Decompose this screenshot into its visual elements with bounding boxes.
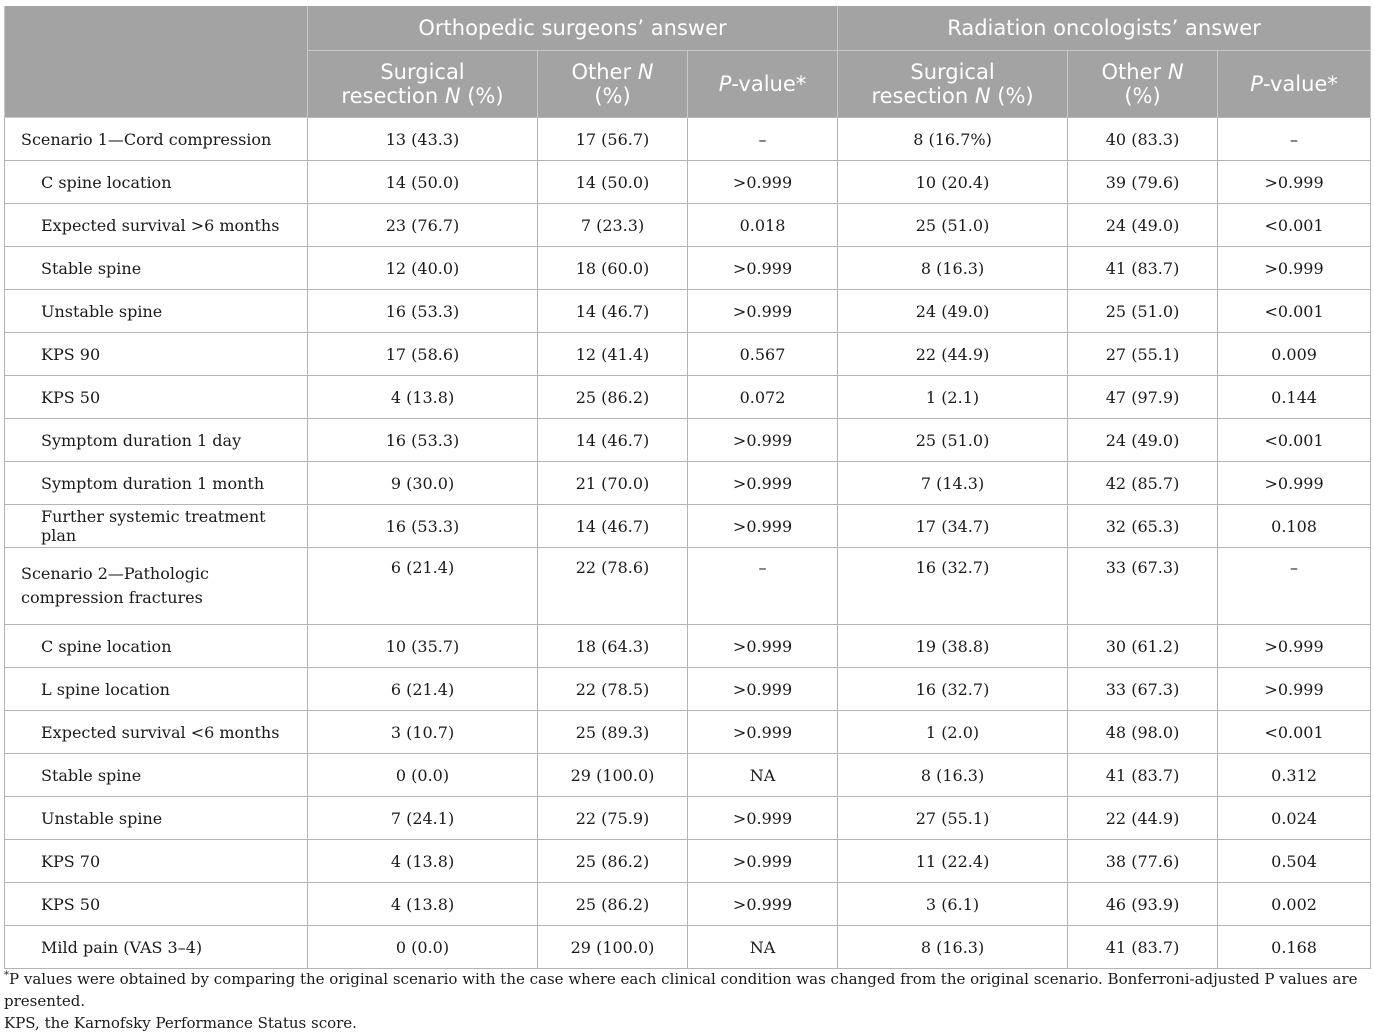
cell-pvalue-radiation: 0.168: [1218, 926, 1371, 969]
table-row: [5, 668, 1371, 711]
results-table: [4, 6, 1371, 969]
cell-surgical-radiation: 27 (55.1): [838, 797, 1068, 840]
table-row: [5, 548, 1371, 625]
cell-surgical-orthopedic: 16 (53.3): [308, 505, 538, 548]
results-table-container: [4, 6, 1370, 969]
cell-other-orthopedic: 14 (50.0): [538, 161, 688, 204]
row-label: KPS 90: [5, 333, 308, 376]
col-header-other-2: Other N (%): [1068, 51, 1218, 118]
table-row: [5, 290, 1371, 333]
row-label: Unstable spine: [5, 797, 308, 840]
row-label: Symptom duration 1 month: [5, 462, 308, 505]
cell-pvalue-orthopedic: >0.999: [688, 505, 838, 548]
cell-other-orthopedic: 14 (46.7): [538, 419, 688, 462]
cell-pvalue-orthopedic: 0.567: [688, 333, 838, 376]
row-label: KPS 70: [5, 840, 308, 883]
table-row: [5, 333, 1371, 376]
cell-other-orthopedic: 14 (46.7): [538, 505, 688, 548]
header-blank-cell: [5, 6, 308, 118]
cell-other-orthopedic: 29 (100.0): [538, 926, 688, 969]
cell-pvalue-radiation: 0.024: [1218, 797, 1371, 840]
cell-pvalue-radiation: >0.999: [1218, 462, 1371, 505]
cell-other-radiation: 38 (77.6): [1068, 840, 1218, 883]
footnote-line-1: *P values were obtained by comparing the original scenario with the case where each clinical condition was changed from the original scenario. Bonferroni-adjusted P values are presented.: [4, 970, 1358, 1010]
table-body: [5, 118, 1371, 969]
row-label: Scenario 1—Cord compression: [5, 118, 308, 161]
cell-other-orthopedic: 22 (75.9): [538, 797, 688, 840]
table-row: [5, 376, 1371, 419]
cell-other-orthopedic: 22 (78.6): [538, 548, 688, 625]
cell-other-radiation: 41 (83.7): [1068, 247, 1218, 290]
cell-surgical-orthopedic: 6 (21.4): [308, 668, 538, 711]
cell-surgical-radiation: 8 (16.7%): [838, 118, 1068, 161]
cell-other-radiation: 46 (93.9): [1068, 883, 1218, 926]
cell-surgical-radiation: 7 (14.3): [838, 462, 1068, 505]
cell-other-radiation: 24 (49.0): [1068, 204, 1218, 247]
cell-other-orthopedic: 18 (60.0): [538, 247, 688, 290]
cell-pvalue-orthopedic: 0.072: [688, 376, 838, 419]
cell-surgical-orthopedic: 6 (21.4): [308, 548, 538, 625]
cell-pvalue-radiation: <0.001: [1218, 419, 1371, 462]
cell-surgical-radiation: 24 (49.0): [838, 290, 1068, 333]
table-row: [5, 247, 1371, 290]
cell-surgical-radiation: 10 (20.4): [838, 161, 1068, 204]
cell-pvalue-orthopedic: >0.999: [688, 290, 838, 333]
cell-surgical-radiation: 16 (32.7): [838, 668, 1068, 711]
cell-surgical-orthopedic: 0 (0.0): [308, 754, 538, 797]
table-row: [5, 840, 1371, 883]
cell-surgical-orthopedic: 7 (24.1): [308, 797, 538, 840]
cell-surgical-orthopedic: 13 (43.3): [308, 118, 538, 161]
group-header-radiation: Radiation oncologists’ answer: [838, 6, 1371, 51]
cell-pvalue-radiation: 0.504: [1218, 840, 1371, 883]
cell-other-radiation: 41 (83.7): [1068, 926, 1218, 969]
cell-other-radiation: 33 (67.3): [1068, 548, 1218, 625]
cell-pvalue-radiation: –: [1218, 118, 1371, 161]
cell-other-radiation: 40 (83.3): [1068, 118, 1218, 161]
row-label: Mild pain (VAS 3–4): [5, 926, 308, 969]
cell-pvalue-radiation: >0.999: [1218, 161, 1371, 204]
cell-other-radiation: 22 (44.9): [1068, 797, 1218, 840]
cell-pvalue-orthopedic: –: [688, 548, 838, 625]
cell-pvalue-radiation: 0.108: [1218, 505, 1371, 548]
table-header: [5, 6, 1371, 118]
cell-pvalue-orthopedic: NA: [688, 754, 838, 797]
cell-surgical-radiation: 8 (16.3): [838, 926, 1068, 969]
cell-pvalue-orthopedic: –: [688, 118, 838, 161]
col-header-other-1: Other N (%): [538, 51, 688, 118]
table-row: [5, 797, 1371, 840]
cell-surgical-orthopedic: 9 (30.0): [308, 462, 538, 505]
cell-pvalue-orthopedic: >0.999: [688, 419, 838, 462]
table-row: [5, 754, 1371, 797]
cell-surgical-orthopedic: 3 (10.7): [308, 711, 538, 754]
cell-surgical-orthopedic: 0 (0.0): [308, 926, 538, 969]
row-label: KPS 50: [5, 376, 308, 419]
table-row: [5, 926, 1371, 969]
table-row: [5, 462, 1371, 505]
cell-other-radiation: 30 (61.2): [1068, 625, 1218, 668]
cell-pvalue-radiation: >0.999: [1218, 625, 1371, 668]
cell-pvalue-orthopedic: >0.999: [688, 883, 838, 926]
cell-pvalue-radiation: <0.001: [1218, 290, 1371, 333]
cell-pvalue-orthopedic: >0.999: [688, 711, 838, 754]
cell-pvalue-radiation: 0.144: [1218, 376, 1371, 419]
cell-surgical-radiation: 8 (16.3): [838, 754, 1068, 797]
cell-pvalue-orthopedic: >0.999: [688, 625, 838, 668]
cell-pvalue-radiation: 0.009: [1218, 333, 1371, 376]
col-header-pvalue-1: P-value*: [688, 51, 838, 118]
cell-other-orthopedic: 17 (56.7): [538, 118, 688, 161]
table-row: [5, 505, 1371, 548]
cell-other-radiation: 25 (51.0): [1068, 290, 1218, 333]
cell-pvalue-orthopedic: >0.999: [688, 462, 838, 505]
cell-surgical-radiation: 11 (22.4): [838, 840, 1068, 883]
cell-surgical-orthopedic: 4 (13.8): [308, 883, 538, 926]
cell-other-orthopedic: 14 (46.7): [538, 290, 688, 333]
cell-pvalue-radiation: >0.999: [1218, 247, 1371, 290]
row-label: Expected survival <6 months: [5, 711, 308, 754]
cell-pvalue-orthopedic: >0.999: [688, 247, 838, 290]
cell-pvalue-radiation: <0.001: [1218, 711, 1371, 754]
cell-other-orthopedic: 21 (70.0): [538, 462, 688, 505]
row-label: C spine location: [5, 625, 308, 668]
cell-surgical-radiation: 3 (6.1): [838, 883, 1068, 926]
cell-surgical-radiation: 19 (38.8): [838, 625, 1068, 668]
cell-pvalue-orthopedic: >0.999: [688, 840, 838, 883]
table-row: [5, 625, 1371, 668]
row-label: L spine location: [5, 668, 308, 711]
cell-other-orthopedic: 29 (100.0): [538, 754, 688, 797]
col-header-surgical-resection-1: Surgical resection N (%): [308, 51, 538, 118]
cell-surgical-orthopedic: 12 (40.0): [308, 247, 538, 290]
cell-other-radiation: 24 (49.0): [1068, 419, 1218, 462]
table-row: [5, 883, 1371, 926]
cell-pvalue-orthopedic: NA: [688, 926, 838, 969]
cell-surgical-radiation: 16 (32.7): [838, 548, 1068, 625]
col-header-surgical-resection-2: Surgical resection N (%): [838, 51, 1068, 118]
cell-other-orthopedic: 25 (86.2): [538, 840, 688, 883]
cell-surgical-orthopedic: 23 (76.7): [308, 204, 538, 247]
cell-pvalue-radiation: 0.002: [1218, 883, 1371, 926]
cell-other-radiation: 39 (79.6): [1068, 161, 1218, 204]
cell-pvalue-orthopedic: 0.018: [688, 204, 838, 247]
cell-pvalue-radiation: 0.312: [1218, 754, 1371, 797]
cell-surgical-orthopedic: 4 (13.8): [308, 376, 538, 419]
cell-other-orthopedic: 25 (86.2): [538, 883, 688, 926]
row-label: Stable spine: [5, 247, 308, 290]
col-header-pvalue-2: P-value*: [1218, 51, 1371, 118]
row-label: Further systemic treatment plan: [5, 505, 308, 548]
cell-pvalue-orthopedic: >0.999: [688, 797, 838, 840]
row-label: C spine location: [5, 161, 308, 204]
cell-pvalue-radiation: >0.999: [1218, 668, 1371, 711]
cell-other-orthopedic: 22 (78.5): [538, 668, 688, 711]
footnote-line-2: KPS, the Karnofsky Performance Status score.: [4, 1014, 357, 1032]
cell-pvalue-radiation: <0.001: [1218, 204, 1371, 247]
cell-other-radiation: 41 (83.7): [1068, 754, 1218, 797]
table-row: [5, 711, 1371, 754]
cell-pvalue-orthopedic: >0.999: [688, 668, 838, 711]
table-footnote: [4, 965, 1370, 1034]
cell-surgical-orthopedic: 16 (53.3): [308, 419, 538, 462]
table-row: [5, 204, 1371, 247]
row-label: Scenario 2—Pathologic compression fractures: [5, 548, 308, 625]
cell-other-orthopedic: 7 (23.3): [538, 204, 688, 247]
cell-surgical-orthopedic: 4 (13.8): [308, 840, 538, 883]
group-header-orthopedic: Orthopedic surgeons’ answer: [308, 6, 838, 51]
cell-other-orthopedic: 12 (41.4): [538, 333, 688, 376]
cell-pvalue-orthopedic: >0.999: [688, 161, 838, 204]
cell-other-radiation: 32 (65.3): [1068, 505, 1218, 548]
row-label: Stable spine: [5, 754, 308, 797]
row-label: KPS 50: [5, 883, 308, 926]
cell-other-radiation: 47 (97.9): [1068, 376, 1218, 419]
cell-surgical-radiation: 22 (44.9): [838, 333, 1068, 376]
cell-surgical-orthopedic: 10 (35.7): [308, 625, 538, 668]
cell-other-orthopedic: 25 (86.2): [538, 376, 688, 419]
cell-other-radiation: 33 (67.3): [1068, 668, 1218, 711]
cell-surgical-radiation: 1 (2.1): [838, 376, 1068, 419]
table-row: [5, 118, 1371, 161]
cell-other-orthopedic: 25 (89.3): [538, 711, 688, 754]
cell-surgical-orthopedic: 16 (53.3): [308, 290, 538, 333]
cell-other-orthopedic: 18 (64.3): [538, 625, 688, 668]
row-label: Expected survival >6 months: [5, 204, 308, 247]
cell-surgical-radiation: 17 (34.7): [838, 505, 1068, 548]
row-label: Unstable spine: [5, 290, 308, 333]
cell-other-radiation: 27 (55.1): [1068, 333, 1218, 376]
cell-surgical-orthopedic: 14 (50.0): [308, 161, 538, 204]
row-label: Symptom duration 1 day: [5, 419, 308, 462]
table-row: [5, 419, 1371, 462]
cell-surgical-orthopedic: 17 (58.6): [308, 333, 538, 376]
cell-surgical-radiation: 25 (51.0): [838, 204, 1068, 247]
cell-surgical-radiation: 25 (51.0): [838, 419, 1068, 462]
table-row: [5, 161, 1371, 204]
cell-pvalue-radiation: –: [1218, 548, 1371, 625]
cell-other-radiation: 42 (85.7): [1068, 462, 1218, 505]
cell-surgical-radiation: 8 (16.3): [838, 247, 1068, 290]
cell-other-radiation: 48 (98.0): [1068, 711, 1218, 754]
cell-surgical-radiation: 1 (2.0): [838, 711, 1068, 754]
